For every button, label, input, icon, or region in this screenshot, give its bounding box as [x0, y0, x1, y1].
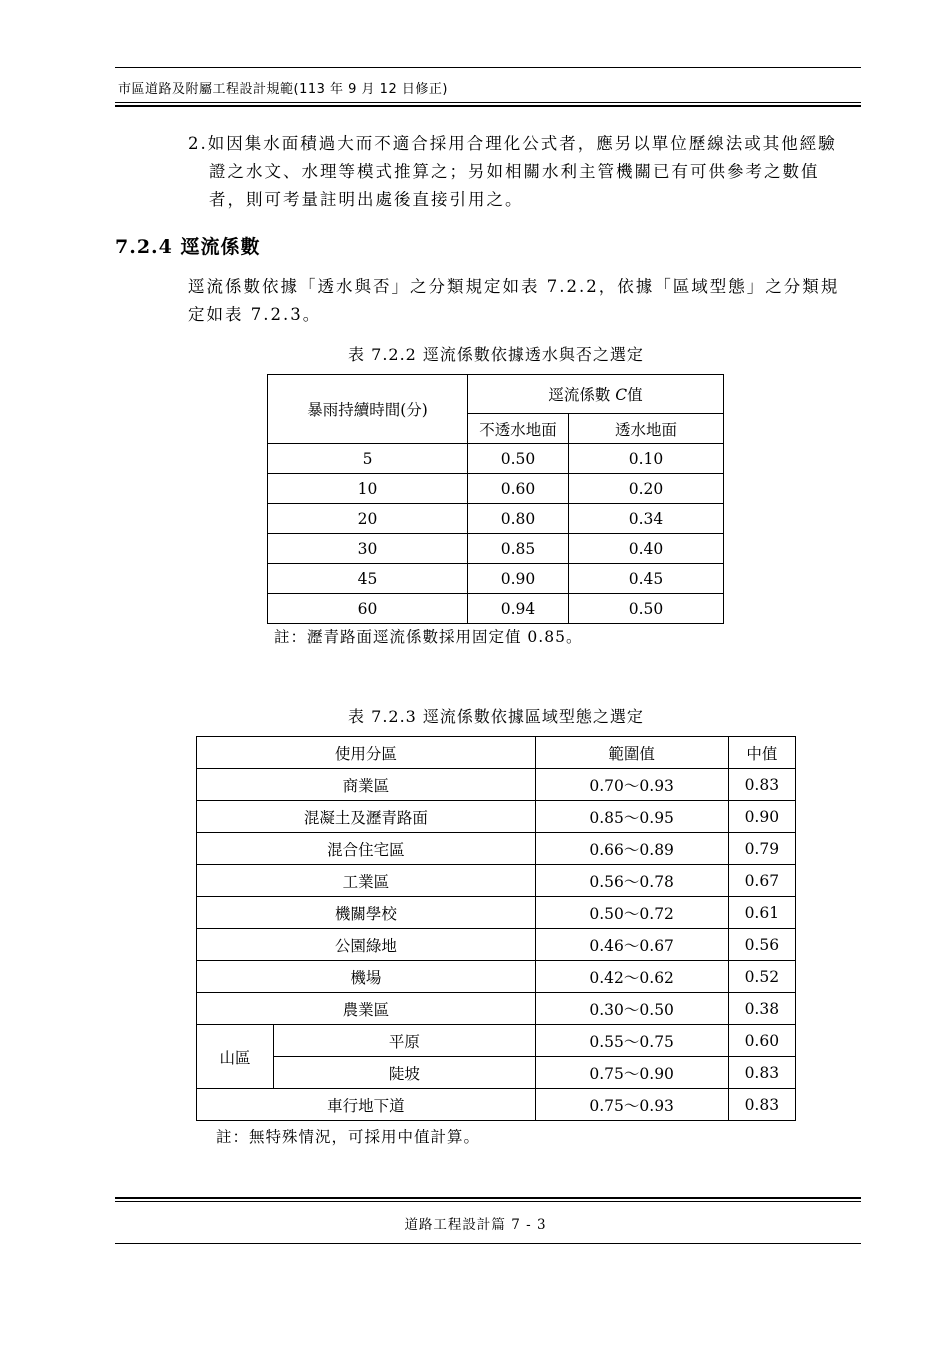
table-cell: 0.83	[728, 1089, 795, 1121]
table1-caption: 表 7.2.2 逕流係數依據透水與否之選定	[348, 345, 644, 364]
table-cell: 0.42～0.62	[535, 961, 728, 993]
table-cell: 0.45	[569, 564, 724, 594]
intro-line-1: 2.如因集水面積過大而不適合採用合理化公式者，應另以單位歷線法或其他經驗	[188, 134, 837, 153]
section-title: 7.2.4 逕流係數	[115, 236, 261, 258]
table-row	[197, 1057, 796, 1089]
table1-header-c: 逕流係數 C值	[468, 375, 724, 414]
table-row	[197, 897, 796, 929]
footer-rule-1	[115, 1197, 861, 1199]
table-cell: 60	[268, 594, 468, 624]
table-cell: 農業區	[197, 993, 536, 1025]
table-cell: 0.10	[569, 444, 724, 474]
table-cell: 0.85～0.95	[535, 801, 728, 833]
table-row	[268, 444, 724, 474]
table-cell: 45	[268, 564, 468, 594]
table-row	[268, 564, 724, 594]
table-row	[197, 993, 796, 1025]
table1-note: 註：瀝青路面逕流係數採用固定值 0.85。	[274, 628, 583, 646]
footer-rule-2	[115, 1201, 861, 1202]
table-row	[197, 929, 796, 961]
table-cell: 0.46～0.67	[535, 929, 728, 961]
table-row	[268, 474, 724, 504]
table-cell: 0.56～0.78	[535, 865, 728, 897]
table-zone-type	[196, 736, 796, 1121]
table-cell: 平原	[274, 1025, 536, 1057]
table-cell: 0.66～0.89	[535, 833, 728, 865]
document-header: 市區道路及附屬工程設計規範(113 年 9 月 12 日修正)	[118, 82, 448, 97]
table2-caption: 表 7.2.3 逕流係數依據區域型態之選定	[348, 707, 644, 726]
table1-header-permeable: 透水地面	[569, 414, 724, 444]
table-cell: 混合住宅區	[197, 833, 536, 865]
table-cell: 公園綠地	[197, 929, 536, 961]
table-cell: 0.75～0.90	[535, 1057, 728, 1089]
table-row	[197, 1025, 796, 1057]
table-cell: 機關學校	[197, 897, 536, 929]
table-row	[197, 769, 796, 801]
table-cell: 0.50	[468, 444, 569, 474]
table-cell: 20	[268, 504, 468, 534]
table-cell: 10	[268, 474, 468, 504]
table-cell: 0.80	[468, 504, 569, 534]
table-cell: 0.38	[728, 993, 795, 1025]
table1-header-duration: 暴雨持續時間(分)	[268, 375, 468, 444]
section-para-line-1: 逕流係數依據「透水與否」之分類規定如表 7.2.2，依據「區域型態」之分類規	[188, 277, 840, 296]
table-row	[268, 504, 724, 534]
table-cell: 0.55～0.75	[535, 1025, 728, 1057]
c-variable: C	[615, 386, 628, 404]
table-row	[268, 534, 724, 564]
table-row	[197, 865, 796, 897]
table-cell: 0.56	[728, 929, 795, 961]
table-cell: 機場	[197, 961, 536, 993]
table-cell: 30	[268, 534, 468, 564]
header-rule-1	[115, 102, 861, 103]
table-cell: 0.85	[468, 534, 569, 564]
mountain-zone-label: 山區	[197, 1025, 274, 1089]
table-row	[197, 961, 796, 993]
table-row	[268, 594, 724, 624]
table-cell: 0.79	[728, 833, 795, 865]
table2-header-zone: 使用分區	[197, 737, 536, 769]
table-cell: 0.60	[728, 1025, 795, 1057]
intro-line-2: 證之水文、水理等模式推算之；另如相關水利主管機關已有可供參考之數值	[209, 162, 820, 181]
table-cell: 0.50	[569, 594, 724, 624]
table-row	[197, 801, 796, 833]
table1-header-impermeable: 不透水地面	[468, 414, 569, 444]
intro-line-3: 者，則可考量註明出處後直接引用之。	[209, 190, 524, 209]
table-cell: 陡坡	[274, 1057, 536, 1089]
footer-bottom-rule	[115, 1243, 861, 1244]
table-cell: 0.34	[569, 504, 724, 534]
table-cell: 0.90	[468, 564, 569, 594]
table-cell: 混凝土及瀝青路面	[197, 801, 536, 833]
table-cell: 0.52	[728, 961, 795, 993]
table-cell: 0.50～0.72	[535, 897, 728, 929]
table-cell: 0.67	[728, 865, 795, 897]
table-cell: 0.60	[468, 474, 569, 504]
table-cell: 0.40	[569, 534, 724, 564]
table-cell: 0.70～0.93	[535, 769, 728, 801]
table-cell: 5	[268, 444, 468, 474]
header-rule-2	[115, 105, 861, 107]
table-cell: 0.94	[468, 594, 569, 624]
table-cell: 工業區	[197, 865, 536, 897]
table-cell: 0.61	[728, 897, 795, 929]
table2-header-range: 範圍值	[535, 737, 728, 769]
table-cell: 0.75～0.93	[535, 1089, 728, 1121]
table-cell: 0.83	[728, 1057, 795, 1089]
table-permeability	[267, 374, 724, 624]
table-cell: 0.90	[728, 801, 795, 833]
table-cell: 商業區	[197, 769, 536, 801]
table-cell: 0.30～0.50	[535, 993, 728, 1025]
header-top-rule	[115, 67, 861, 68]
table-cell: 車行地下道	[197, 1089, 536, 1121]
table-cell: 0.83	[728, 769, 795, 801]
table-row	[197, 1089, 796, 1121]
table-cell: 0.20	[569, 474, 724, 504]
table-row	[197, 833, 796, 865]
table2-note: 註：無特殊情況，可採用中值計算。	[216, 1128, 481, 1146]
table2-header-median: 中值	[728, 737, 795, 769]
page-footer: 道路工程設計篇 7 - 3	[404, 1217, 547, 1233]
section-para-line-2: 定如表 7.2.3。	[188, 305, 322, 324]
